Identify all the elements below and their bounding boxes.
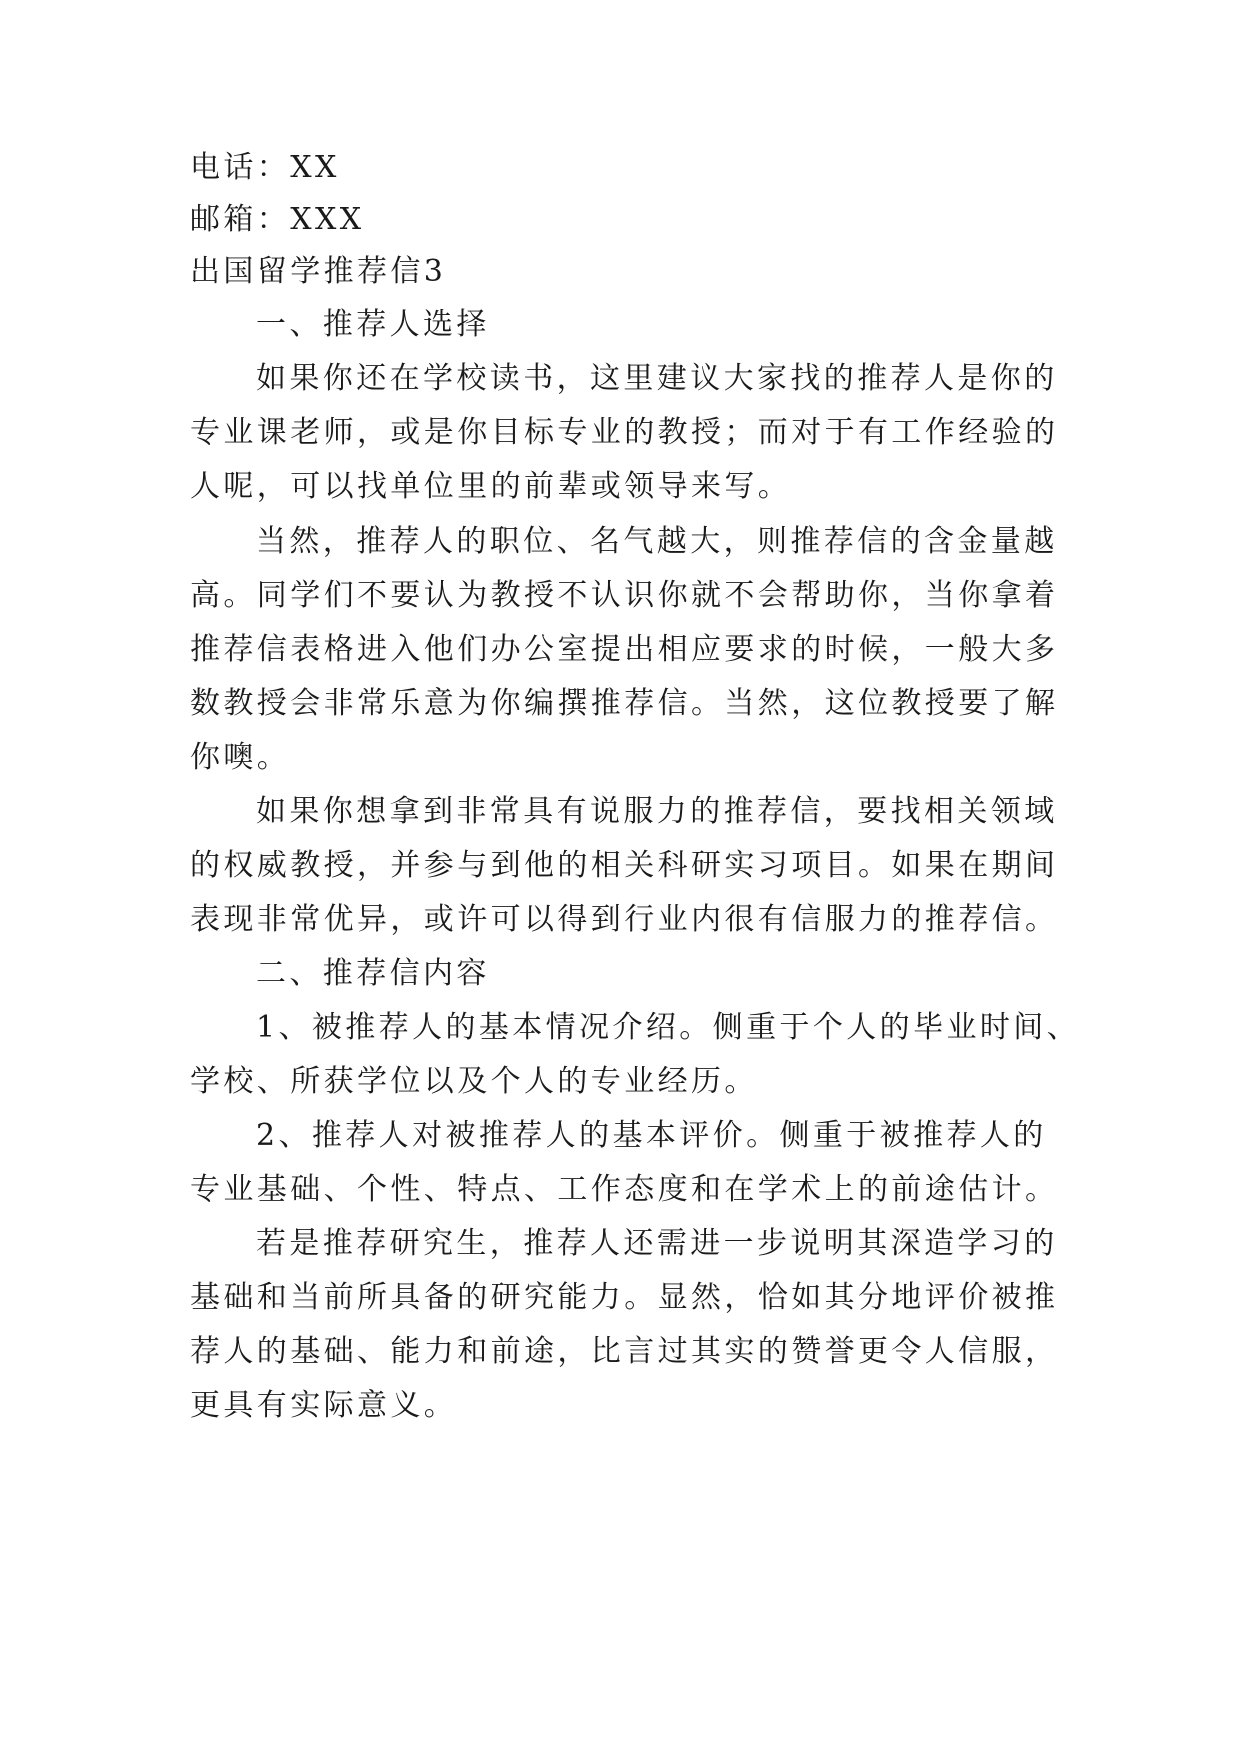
paragraph-line: 人呢，可以找单位里的前辈或领导来写。 [190,469,792,504]
paragraph-line: 如果你想拿到非常具有说服力的推荐信，要找相关领域 [256,794,1058,829]
paragraph-line: 若是推荐研究生，推荐人还需进一步说明其深造学习的 [256,1226,1058,1261]
paragraph-line: 的权威教授，并参与到他的相关科研实习项目。如果在期间 [190,848,1059,883]
paragraph-line: 1、被推荐人的基本情况介绍。侧重于个人的毕业时间、 [256,1010,1081,1045]
paragraph-line: 专业基础、个性、特点、工作态度和在学术上的前途估计。 [190,1172,1059,1207]
paragraph-line: 更具有实际意义。 [190,1388,458,1423]
section-heading-1: 一、推荐人选择 [256,307,490,342]
paragraph-line: 高。同学们不要认为教授不认识你就不会帮助你，当你拿着 [190,578,1059,613]
paragraph-line: 学校、所获学位以及个人的专业经历。 [190,1064,758,1099]
paragraph-line: 表现非常优异，或许可以得到行业内很有信服力的推荐信。 [190,902,1059,937]
phone-line: 电话：XX [190,150,340,185]
paragraph-line: 当然，推荐人的职位、名气越大，则推荐信的含金量越 [256,524,1058,559]
section-heading-2: 二、推荐信内容 [256,956,490,991]
paragraph-line: 荐人的基础、能力和前途，比言过其实的赞誉更令人信服， [190,1334,1059,1369]
paragraph-line: 基础和当前所具备的研究能力。显然，恰如其分地评价被推 [190,1280,1059,1315]
paragraph-line: 如果你还在学校读书，这里建议大家找的推荐人是你的 [256,361,1058,396]
email-line: 邮箱：XXX [190,202,365,237]
paragraph-line: 数教授会非常乐意为你编撰推荐信。当然，这位教授要了解 [190,686,1059,721]
paragraph-line: 专业课老师，或是你目标专业的教授；而对于有工作经验的 [190,415,1059,450]
paragraph-line: 2、推荐人对被推荐人的基本评价。侧重于被推荐人的 [256,1118,1047,1153]
paragraph-line: 你噢。 [190,740,291,775]
paragraph-line: 推荐信表格进入他们办公室提出相应要求的时候，一般大多 [190,632,1059,667]
document-title: 出国留学推荐信3 [190,254,447,289]
